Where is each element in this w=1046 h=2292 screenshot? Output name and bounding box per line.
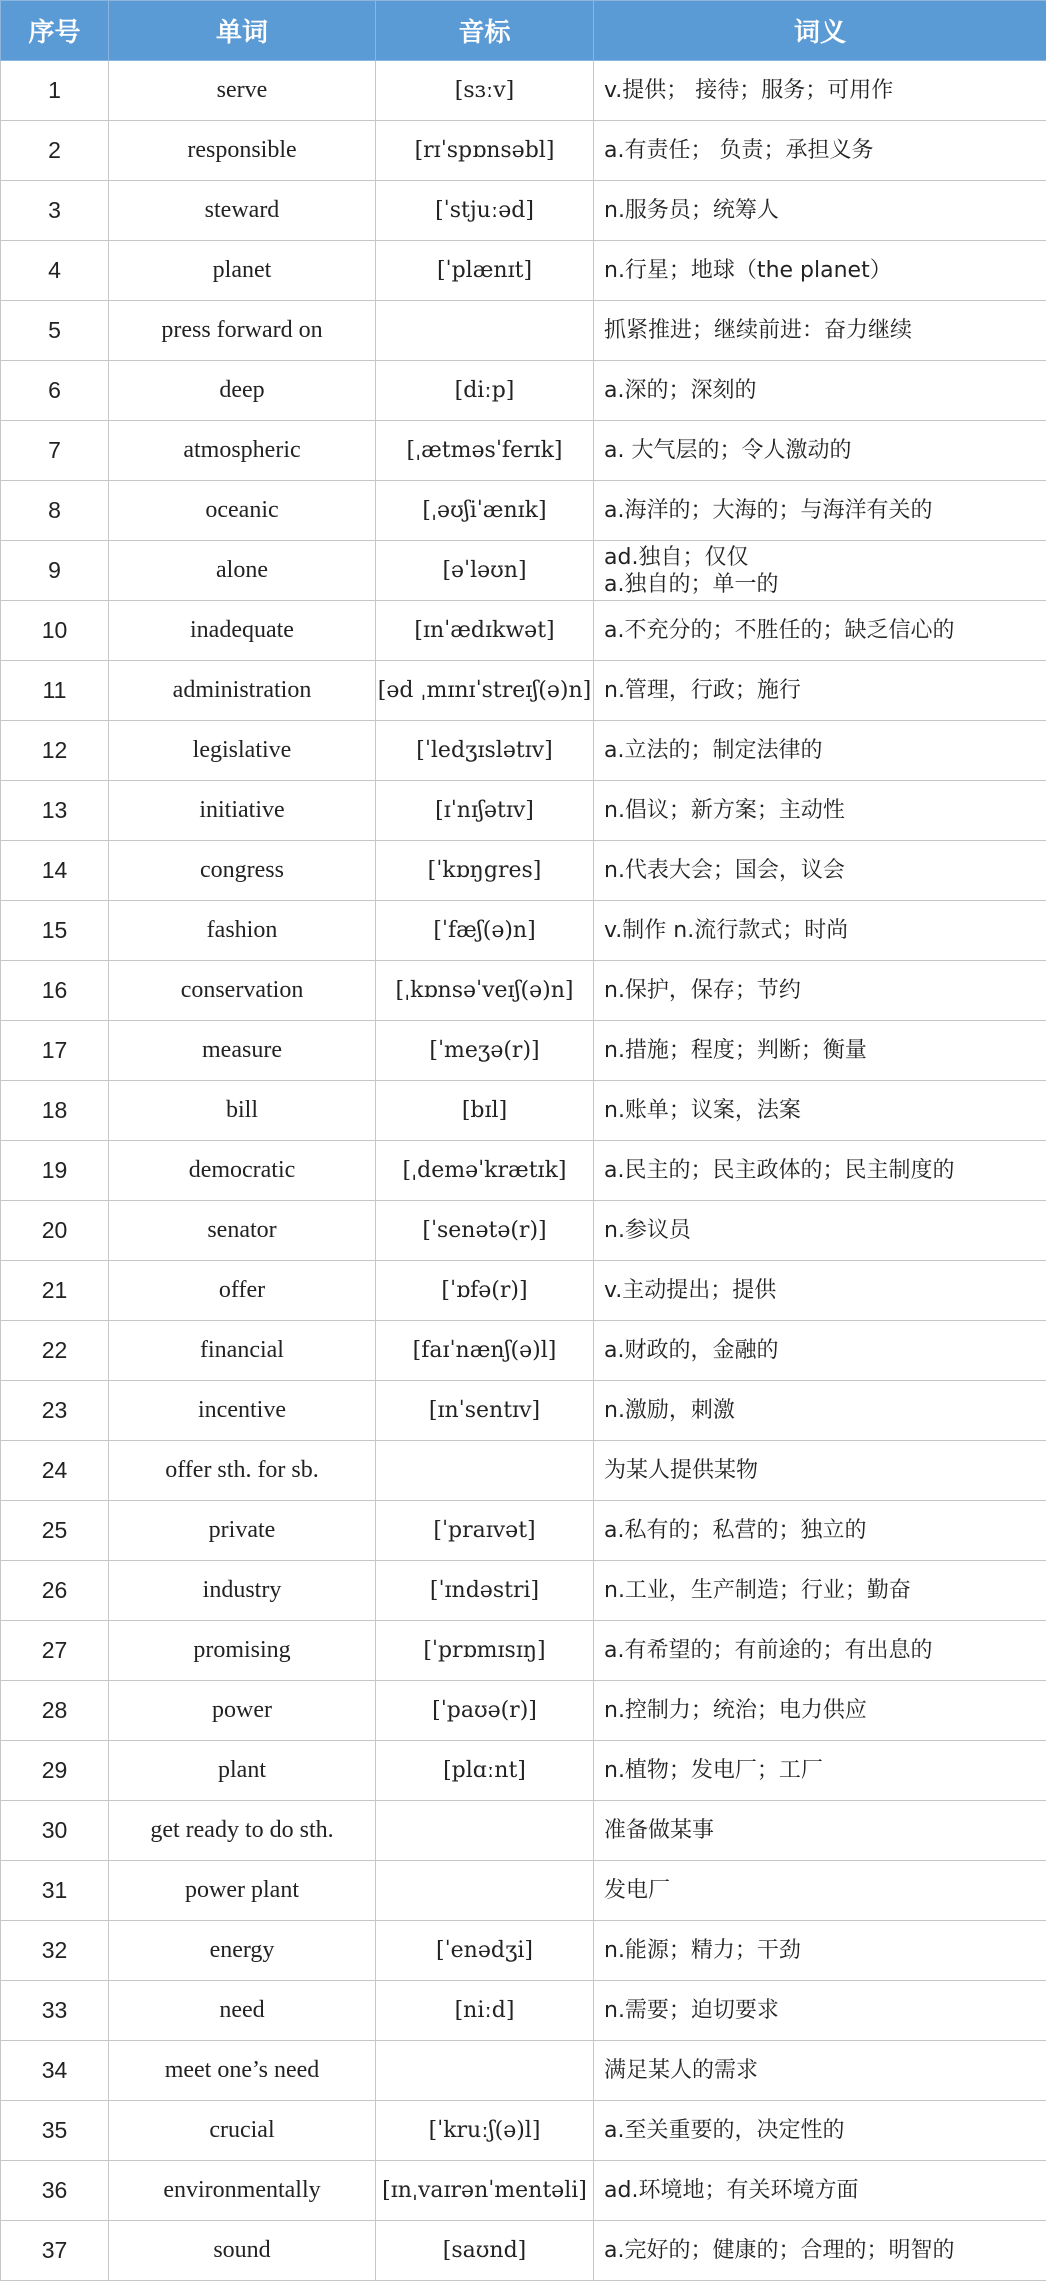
row-word: deep [109, 361, 376, 421]
table-row [1, 901, 1046, 961]
row-number: 20 [1, 1201, 109, 1261]
row-number: 24 [1, 1441, 109, 1501]
table-row [1, 2161, 1046, 2221]
row-phonetic: [ˈpaʊə(r)] [376, 1681, 594, 1741]
header-row [1, 1, 1046, 61]
row-word: press forward on [109, 301, 376, 361]
table-row [1, 961, 1046, 1021]
row-meaning: a.海洋的；大海的；与海洋有关的 [594, 481, 1046, 541]
row-number: 7 [1, 421, 109, 481]
row-meaning: 抓紧推进；继续前进：奋力继续 [594, 301, 1046, 361]
row-word: congress [109, 841, 376, 901]
row-word: legislative [109, 721, 376, 781]
row-phonetic: [ɪnˈædɪkwət] [376, 601, 594, 661]
table-row [1, 121, 1046, 181]
row-number: 34 [1, 2041, 109, 2101]
row-phonetic: [ˈkɒŋgres] [376, 841, 594, 901]
row-phonetic: [ˈɒfə(r)] [376, 1261, 594, 1321]
row-phonetic: [diːp] [376, 361, 594, 421]
row-phonetic: [ɪˈnɪʃətɪv] [376, 781, 594, 841]
row-phonetic [376, 1861, 594, 1921]
row-number: 17 [1, 1021, 109, 1081]
row-word: energy [109, 1921, 376, 1981]
row-word: need [109, 1981, 376, 2041]
table-row [1, 421, 1046, 481]
row-number: 29 [1, 1741, 109, 1801]
row-meaning: 准备做某事 [594, 1801, 1046, 1861]
row-phonetic: [sɜːv] [376, 61, 594, 121]
row-number: 16 [1, 961, 109, 1021]
table-row [1, 1681, 1046, 1741]
row-word: financial [109, 1321, 376, 1381]
row-word: offer [109, 1261, 376, 1321]
table-row [1, 1561, 1046, 1621]
row-word: senator [109, 1201, 376, 1261]
row-word: offer sth. for sb. [109, 1441, 376, 1501]
row-meaning: n.行星；地球（the planet） [594, 241, 1046, 301]
row-number: 18 [1, 1081, 109, 1141]
row-meaning: a.不充分的；不胜任的；缺乏信心的 [594, 601, 1046, 661]
row-phonetic: [ˌəʊʃiˈænɪk] [376, 481, 594, 541]
row-phonetic: [əˈləʊn] [376, 541, 594, 601]
row-phonetic: [ˈprɒmɪsɪŋ] [376, 1621, 594, 1681]
table-row [1, 1621, 1046, 1681]
row-word: conservation [109, 961, 376, 1021]
row-number: 15 [1, 901, 109, 961]
row-phonetic: [ˈenədʒi] [376, 1921, 594, 1981]
row-word: measure [109, 1021, 376, 1081]
row-number: 3 [1, 181, 109, 241]
table-row [1, 61, 1046, 121]
row-meaning: a.民主的；民主政体的；民主制度的 [594, 1141, 1046, 1201]
header-number: 序号 [1, 1, 109, 61]
row-word: inadequate [109, 601, 376, 661]
table-row [1, 1441, 1046, 1501]
table-row [1, 2221, 1046, 2281]
row-number: 8 [1, 481, 109, 541]
row-word: crucial [109, 2101, 376, 2161]
row-meaning: n.需要；迫切要求 [594, 1981, 1046, 2041]
row-meaning: a.完好的；健康的；合理的；明智的 [594, 2221, 1046, 2281]
row-meaning: ad.环境地；有关环境方面 [594, 2161, 1046, 2221]
row-word: planet [109, 241, 376, 301]
row-meaning: n.保护，保存；节约 [594, 961, 1046, 1021]
table-header [1, 1, 1046, 61]
row-phonetic: [ɪnˈsentɪv] [376, 1381, 594, 1441]
row-meaning: a. 大气层的；令人激动的 [594, 421, 1046, 481]
table-row [1, 1081, 1046, 1141]
row-phonetic [376, 1441, 594, 1501]
row-phonetic: [niːd] [376, 1981, 594, 2041]
table-row [1, 661, 1046, 721]
row-number: 26 [1, 1561, 109, 1621]
table-body [1, 61, 1046, 2281]
table-row [1, 721, 1046, 781]
table-row [1, 1801, 1046, 1861]
row-phonetic: [ˈledʒɪslətɪv] [376, 721, 594, 781]
row-meaning: 发电厂 [594, 1861, 1046, 1921]
row-number: 32 [1, 1921, 109, 1981]
header-word: 单词 [109, 1, 376, 61]
table-row [1, 301, 1046, 361]
table-row [1, 361, 1046, 421]
row-number: 14 [1, 841, 109, 901]
header-meaning: 词义 [594, 1, 1046, 61]
row-meaning: n.倡议；新方案；主动性 [594, 781, 1046, 841]
table-row [1, 241, 1046, 301]
row-word: sound [109, 2221, 376, 2281]
row-word: steward [109, 181, 376, 241]
row-meaning: a.私有的；私营的；独立的 [594, 1501, 1046, 1561]
row-meaning: a.有希望的；有前途的；有出息的 [594, 1621, 1046, 1681]
row-meaning: 满足某人的需求 [594, 2041, 1046, 2101]
row-number: 25 [1, 1501, 109, 1561]
row-number: 27 [1, 1621, 109, 1681]
row-number: 1 [1, 61, 109, 121]
table-row [1, 1981, 1046, 2041]
row-word: serve [109, 61, 376, 121]
row-number: 33 [1, 1981, 109, 2041]
row-meaning: n.措施；程度；判断；衡量 [594, 1021, 1046, 1081]
row-meaning: v.制作 n.流行款式；时尚 [594, 901, 1046, 961]
header-phonetic: 音标 [376, 1, 594, 61]
row-number: 19 [1, 1141, 109, 1201]
row-word: promising [109, 1621, 376, 1681]
row-phonetic: [ˈstjuːəd] [376, 181, 594, 241]
row-phonetic: [ˌkɒnsəˈveɪʃ(ə)n] [376, 961, 594, 1021]
row-phonetic: [saʊnd] [376, 2221, 594, 2281]
row-phonetic: [ˈkruːʃ(ə)l] [376, 2101, 594, 2161]
row-phonetic [376, 301, 594, 361]
row-word: oceanic [109, 481, 376, 541]
table-row [1, 1861, 1046, 1921]
row-number: 9 [1, 541, 109, 601]
row-number: 13 [1, 781, 109, 841]
row-number: 30 [1, 1801, 109, 1861]
row-number: 12 [1, 721, 109, 781]
row-number: 22 [1, 1321, 109, 1381]
row-phonetic: [ˈplænɪt] [376, 241, 594, 301]
row-meaning: 为某人提供某物 [594, 1441, 1046, 1501]
row-word: environmentally [109, 2161, 376, 2221]
row-meaning: a.有责任； 负责；承担义务 [594, 121, 1046, 181]
row-meaning: n.参议员 [594, 1201, 1046, 1261]
row-phonetic: [ˈpraɪvət] [376, 1501, 594, 1561]
row-phonetic: [bɪl] [376, 1081, 594, 1141]
row-meaning: v.提供； 接待；服务；可用作 [594, 61, 1046, 121]
table-row [1, 481, 1046, 541]
table-row [1, 1741, 1046, 1801]
table-row [1, 1321, 1046, 1381]
row-meaning: n.工业，生产制造；行业；勤奋 [594, 1561, 1046, 1621]
row-phonetic: [ˈɪndəstri] [376, 1561, 594, 1621]
row-phonetic: [rɪˈspɒnsəbl] [376, 121, 594, 181]
row-meaning: ad.独自；仅仅 a.独自的；单一的 [594, 541, 1046, 601]
row-meaning: n.植物；发电厂；工厂 [594, 1741, 1046, 1801]
row-number: 10 [1, 601, 109, 661]
row-word: get ready to do sth. [109, 1801, 376, 1861]
row-phonetic: [əd ˌmɪnɪˈstreɪʃ(ə)n] [376, 661, 594, 721]
row-word: fashion [109, 901, 376, 961]
row-number: 5 [1, 301, 109, 361]
row-phonetic: [ˈsenətə(r)] [376, 1201, 594, 1261]
row-meaning: n.激励，刺激 [594, 1381, 1046, 1441]
table-row [1, 1201, 1046, 1261]
row-number: 6 [1, 361, 109, 421]
row-word: atmospheric [109, 421, 376, 481]
row-meaning: n.服务员；统筹人 [594, 181, 1046, 241]
row-phonetic: [ˈfæʃ(ə)n] [376, 901, 594, 961]
row-word: meet one’s need [109, 2041, 376, 2101]
row-phonetic: [ɪnˌvaɪrənˈmentəli] [376, 2161, 594, 2221]
row-meaning: a.立法的；制定法律的 [594, 721, 1046, 781]
table-row [1, 1921, 1046, 1981]
row-word: initiative [109, 781, 376, 841]
row-word: alone [109, 541, 376, 601]
row-number: 28 [1, 1681, 109, 1741]
row-phonetic: [ˈmeʒə(r)] [376, 1021, 594, 1081]
table-row [1, 1381, 1046, 1441]
row-meaning: v.主动提出；提供 [594, 1261, 1046, 1321]
row-phonetic [376, 1801, 594, 1861]
table-row [1, 181, 1046, 241]
row-word: power plant [109, 1861, 376, 1921]
row-number: 36 [1, 2161, 109, 2221]
row-number: 37 [1, 2221, 109, 2281]
table-row [1, 1501, 1046, 1561]
row-meaning: n.管理，行政；施行 [594, 661, 1046, 721]
row-number: 21 [1, 1261, 109, 1321]
table-row [1, 541, 1046, 601]
row-word: private [109, 1501, 376, 1561]
row-word: administration [109, 661, 376, 721]
row-number: 4 [1, 241, 109, 301]
row-meaning: n.代表大会；国会，议会 [594, 841, 1046, 901]
row-phonetic: [faɪˈnænʃ(ə)l] [376, 1321, 594, 1381]
row-phonetic [376, 2041, 594, 2101]
row-meaning: a.至关重要的，决定性的 [594, 2101, 1046, 2161]
row-number: 23 [1, 1381, 109, 1441]
row-word: incentive [109, 1381, 376, 1441]
row-phonetic: [ˌdeməˈkrætɪk] [376, 1141, 594, 1201]
row-word: power [109, 1681, 376, 1741]
table-row [1, 2101, 1046, 2161]
row-word: bill [109, 1081, 376, 1141]
row-word: plant [109, 1741, 376, 1801]
row-meaning: a.深的；深刻的 [594, 361, 1046, 421]
row-number: 31 [1, 1861, 109, 1921]
table-row [1, 1261, 1046, 1321]
table-row [1, 1021, 1046, 1081]
table-row [1, 601, 1046, 661]
row-number: 2 [1, 121, 109, 181]
row-word: democratic [109, 1141, 376, 1201]
table-row [1, 781, 1046, 841]
row-meaning: n.控制力；统治；电力供应 [594, 1681, 1046, 1741]
table-row [1, 1141, 1046, 1201]
row-word: responsible [109, 121, 376, 181]
table-row [1, 2041, 1046, 2101]
row-phonetic: [plɑːnt] [376, 1741, 594, 1801]
row-meaning: n.账单；议案，法案 [594, 1081, 1046, 1141]
table-row [1, 841, 1046, 901]
row-phonetic: [ˌætməsˈferɪk] [376, 421, 594, 481]
row-meaning: n.能源；精力；干劲 [594, 1921, 1046, 1981]
row-number: 11 [1, 661, 109, 721]
row-meaning: a.财政的，金融的 [594, 1321, 1046, 1381]
row-number: 35 [1, 2101, 109, 2161]
row-word: industry [109, 1561, 376, 1621]
